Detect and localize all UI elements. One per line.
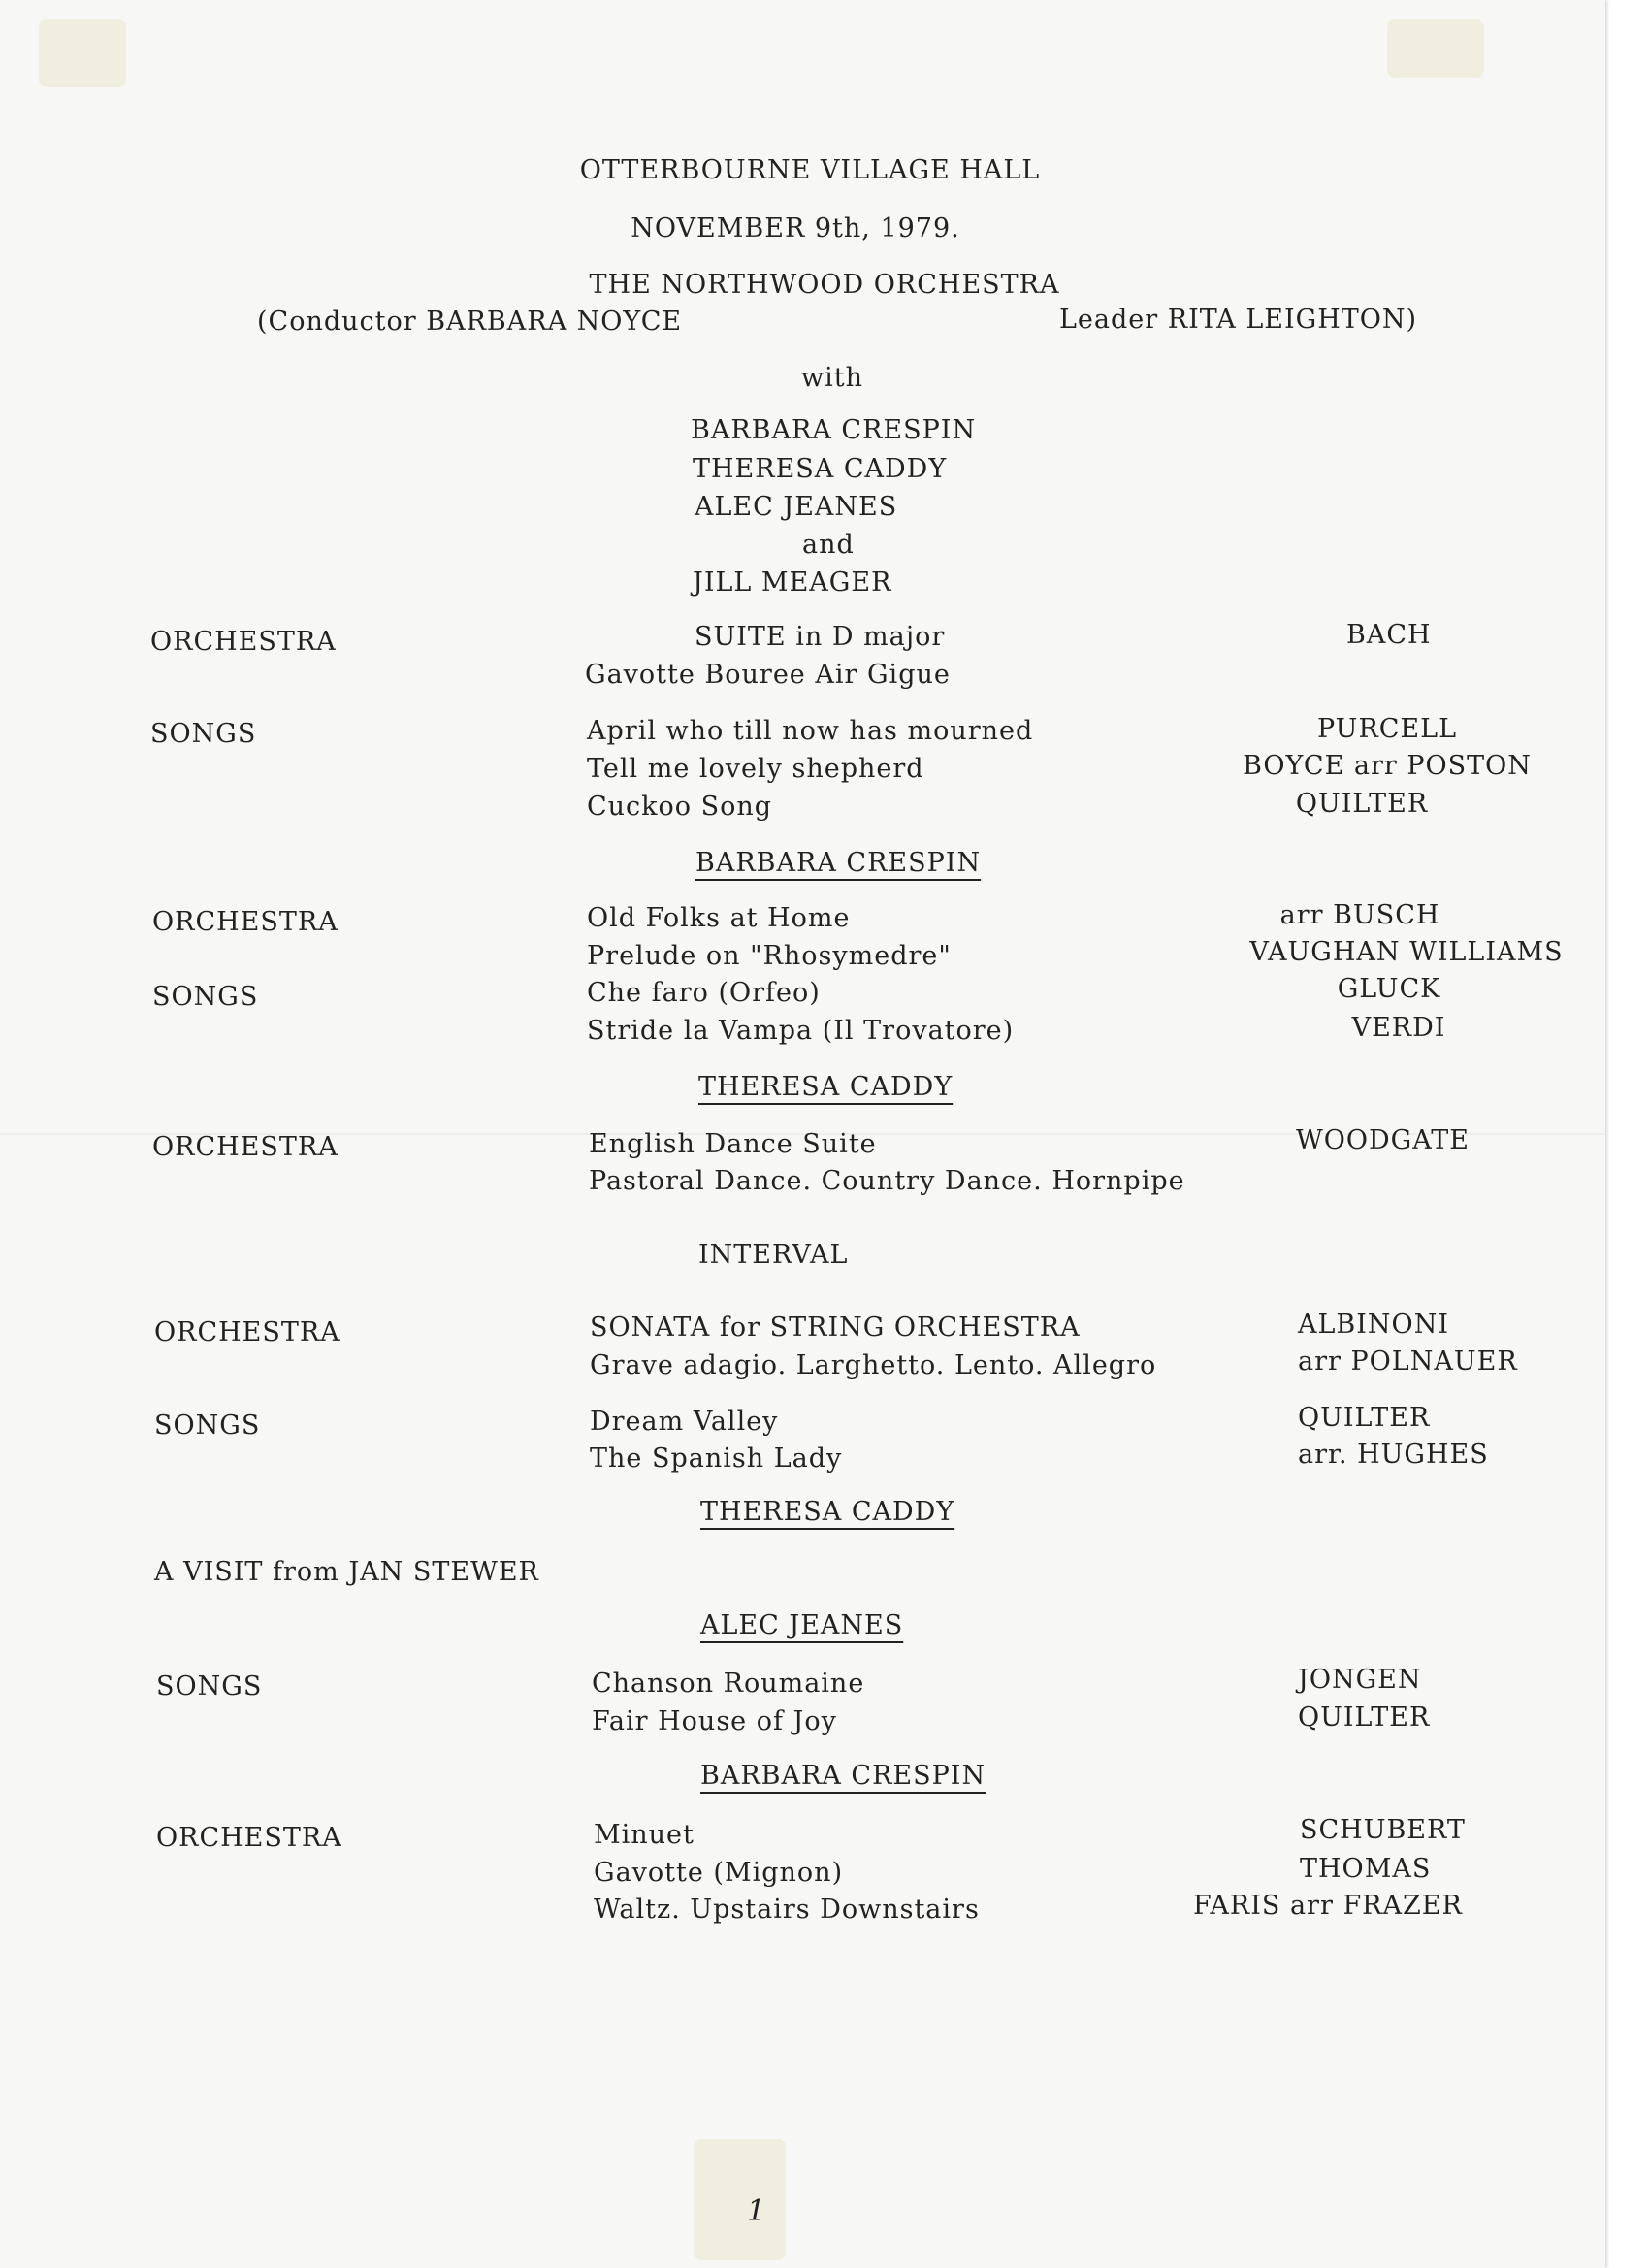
- section-label: SONGS: [154, 1410, 261, 1441]
- piece-title: Minuet: [594, 1820, 695, 1850]
- performer-name: JILL MEAGER: [693, 567, 892, 598]
- venue-title: OTTERBOURNE VILLAGE HALL: [579, 155, 1041, 185]
- composer: arr. HUGHES: [1298, 1440, 1489, 1470]
- piece-title: Gavotte (Mignon): [594, 1858, 844, 1888]
- visit-item: A VISIT from JAN STEWER: [154, 1557, 539, 1587]
- composer: FARIS arr FRAZER: [1193, 1891, 1463, 1921]
- concert-date: NOVEMBER 9th, 1979.: [630, 213, 960, 243]
- piece-title: Prelude on "Rhosymedre": [587, 941, 952, 971]
- composer: ALBINONI: [1298, 1310, 1449, 1340]
- piece-movements: Pastoral Dance. Country Dance. Hornpipe: [589, 1166, 1185, 1196]
- piece-title: Chanson Roumaine: [592, 1669, 865, 1699]
- piece-title: Old Folks at Home: [587, 903, 851, 933]
- piece-title: The Spanish Lady: [590, 1443, 843, 1474]
- section-label: SONGS: [156, 1671, 263, 1701]
- section-label: SONGS: [152, 982, 259, 1012]
- piece-title: Che faro (Orfeo): [587, 978, 821, 1008]
- section-label: ORCHESTRA: [152, 1132, 339, 1162]
- paper-stain: [39, 19, 126, 87]
- composer: BOYCE arr POSTON: [1243, 751, 1532, 781]
- performer-name: ALEC JEANES: [695, 492, 898, 522]
- piece-title: Cuckoo Song: [587, 792, 773, 822]
- piece-title: April who till now has mourned: [587, 716, 1034, 746]
- piece-title: Waltz. Upstairs Downstairs: [594, 1895, 980, 1925]
- leader-credit: Leader RITA LEIGHTON): [1059, 305, 1418, 335]
- piece-movements: Grave adagio. Larghetto. Lento. Allegro: [590, 1350, 1157, 1380]
- piece-title: Tell me lovely shepherd: [587, 754, 924, 784]
- page-number: 1: [747, 2194, 767, 2228]
- orchestra-name: THE NORTHWOOD ORCHESTRA: [589, 270, 1060, 300]
- piece-title: Fair House of Joy: [592, 1706, 837, 1736]
- piece-title: SUITE in D major: [695, 622, 946, 652]
- piece-movements: Gavotte Bouree Air Gigue: [585, 660, 951, 690]
- with-label: with: [801, 363, 863, 393]
- section-label: ORCHESTRA: [156, 1823, 342, 1853]
- composer: WOODGATE: [1296, 1125, 1470, 1155]
- section-label: ORCHESTRA: [152, 907, 339, 937]
- performer-credit: ALEC JEANES: [700, 1610, 904, 1640]
- composer: QUILTER: [1298, 1403, 1431, 1433]
- composer: SCHUBERT: [1300, 1815, 1466, 1845]
- composer: GLUCK: [1337, 974, 1441, 1004]
- composer: THOMAS: [1300, 1854, 1432, 1884]
- composer: arr BUSCH: [1279, 900, 1440, 930]
- performer-credit: THERESA CADDY: [698, 1072, 954, 1102]
- piece-title: English Dance Suite: [589, 1129, 877, 1159]
- composer: arr POLNAUER: [1298, 1346, 1518, 1377]
- performer-credit: BARBARA CRESPIN: [700, 1761, 986, 1791]
- piece-title: Dream Valley: [590, 1407, 779, 1437]
- piece-title: SONATA for STRING ORCHESTRA: [590, 1312, 1081, 1343]
- composer: VERDI: [1351, 1013, 1446, 1043]
- section-label: SONGS: [150, 719, 257, 749]
- section-label: ORCHESTRA: [150, 627, 337, 657]
- conductor-credit: (Conductor BARBARA NOYCE: [257, 307, 683, 337]
- performer-name: BARBARA CRESPIN: [691, 415, 977, 445]
- performer-credit: THERESA CADDY: [700, 1497, 955, 1527]
- composer: VAUGHAN WILLIAMS: [1249, 937, 1564, 967]
- interval-label: INTERVAL: [698, 1240, 849, 1270]
- paper-stain: [1387, 19, 1484, 78]
- paper-stain: [694, 2139, 786, 2260]
- composer: PURCELL: [1316, 714, 1458, 744]
- composer: JONGEN: [1298, 1665, 1422, 1695]
- performer-name: THERESA CADDY: [693, 454, 948, 484]
- composer: QUILTER: [1298, 1702, 1431, 1733]
- performer-credit: BARBARA CRESPIN: [695, 848, 982, 878]
- composer: QUILTER: [1295, 789, 1429, 819]
- section-label: ORCHESTRA: [154, 1317, 340, 1347]
- performer-conjunction: and: [802, 530, 855, 560]
- piece-title: Stride la Vampa (Il Trovatore): [587, 1016, 1015, 1046]
- composer: BACH: [1346, 620, 1432, 650]
